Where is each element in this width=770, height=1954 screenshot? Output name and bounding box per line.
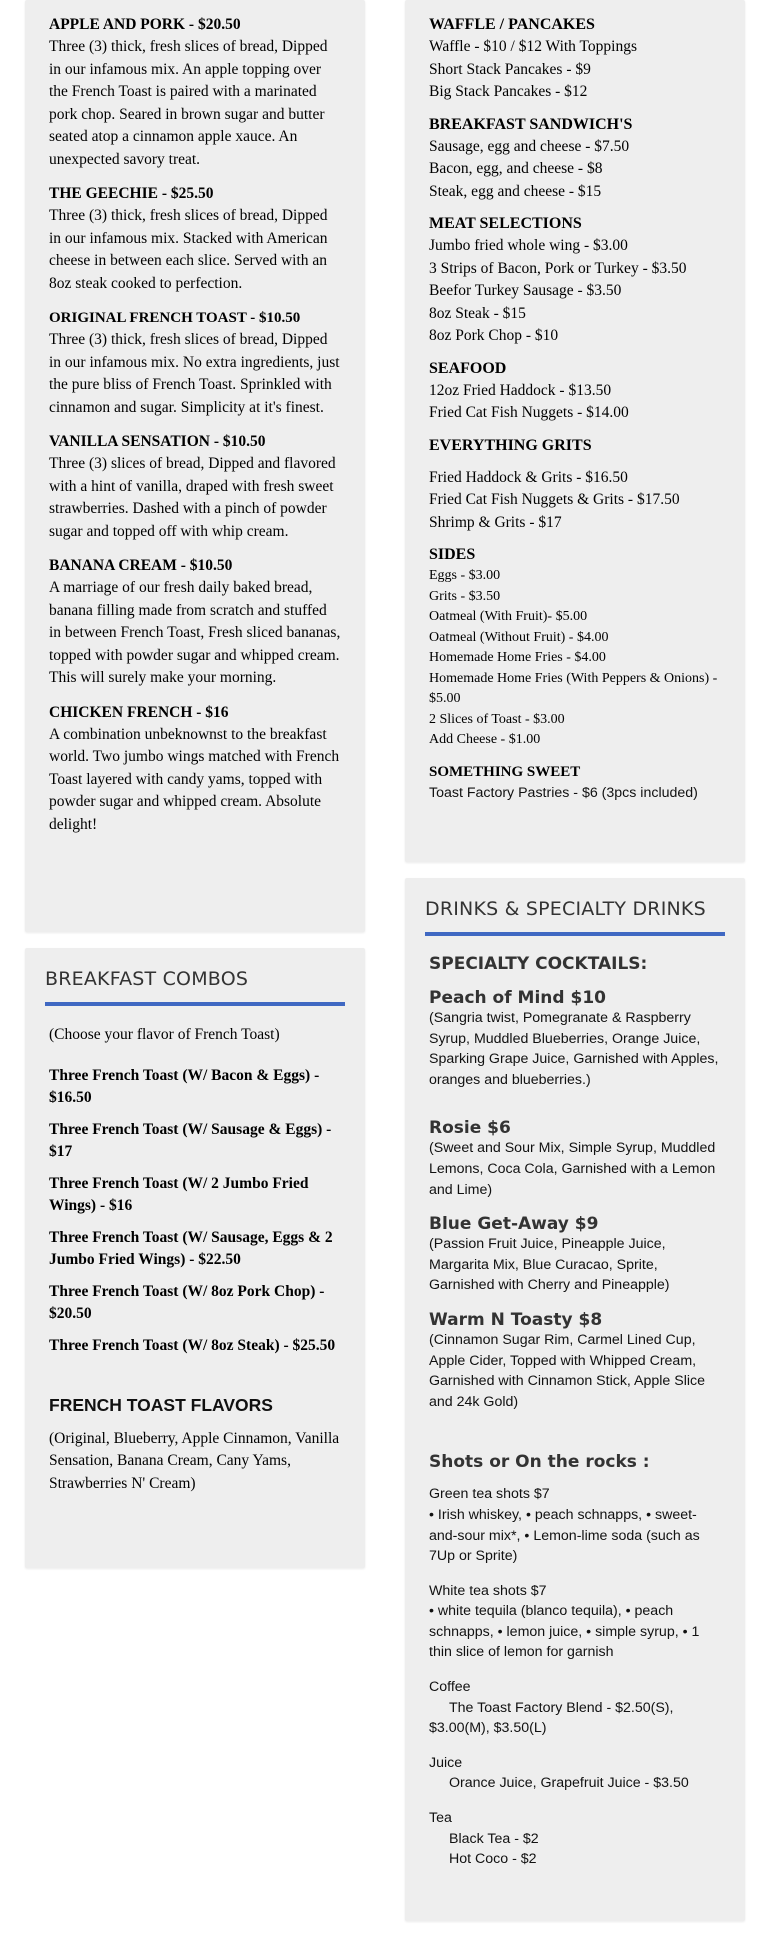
section-heading-sandwich: BREAKFAST SANDWICH'S — [429, 115, 633, 133]
item-title: VANILLA SENSATION - $10.50 — [49, 433, 266, 450]
card-title: DRINKS & SPECIALTY DRINKS — [425, 898, 706, 920]
tea-section — [429, 1808, 721, 1870]
shot-description: • Irish whiskey, • peach schnapps, • sweet-and-sour mix*, • Lemon-lime soda (such as 7Up or Sprite) — [429, 1506, 700, 1565]
cocktail — [429, 1310, 721, 1412]
item-description: A marriage of our fresh daily baked bread, banana filling made from scratch and stuffed in between French Toast, Fresh sliced bananas, topped with powder sugar and whipped cream. This will surely make your morning. — [49, 579, 341, 686]
menu-line: Oatmeal (Without Fruit) - $4.00 — [429, 629, 609, 645]
tea-heading: Tea — [429, 1810, 452, 1827]
french-toast-card — [25, 0, 365, 932]
menu-line: Homemade Home Fries (With Peppers & Onions) - $5.00 — [429, 670, 718, 706]
item-title: BANANA CREAM - $10.50 — [49, 557, 233, 574]
cocktail-name: Rosie $6 — [429, 1118, 511, 1139]
juice-text: Orance Juice, Grapefruit Juice - $3.50 — [449, 1775, 689, 1792]
menu-item — [49, 555, 341, 690]
item-title: CHICKEN FRENCH - $16 — [49, 703, 229, 721]
menu-line: 8oz Steak - $15 — [429, 304, 526, 322]
section-heading-sides: SIDES — [429, 546, 476, 563]
shot-name: White tea shots $7 — [429, 1582, 547, 1599]
item-description: Three (3) thick, fresh slices of bread, Dipped in our infamous mix. An apple topping over the French Toast is paired with a marinated pork chop. Seared in brown sugar and butter seated atop a cinnamon apple xauce. An unexpected savory treat. — [49, 38, 328, 168]
combos-intro: (Choose your flavor of French Toast) — [49, 1026, 280, 1043]
menu-line: 3 Strips of Bacon, Pork or Turkey - $3.50 — [429, 259, 687, 277]
tea-item: Hot Coco - $2 — [449, 1851, 537, 1868]
cocktail — [429, 1214, 721, 1296]
card-title: BREAKFAST COMBOS — [45, 968, 249, 990]
combo-item: Three French Toast (W/ 8oz Steak) - $25.50 — [49, 1336, 336, 1354]
menu-item — [49, 307, 341, 419]
menu-line: Short Stack Pancakes - $9 — [429, 60, 591, 78]
item-description: Three (3) thick, fresh slices of bread, Dipped in our infamous mix. No extra ingredients, just the pure bliss of French Toast. Sprinkled with cinnamon and sugar. Simplicity at it's finest. — [49, 331, 340, 416]
menu-line: 12oz Fried Haddock - $13.50 — [429, 381, 612, 399]
shot — [429, 1484, 721, 1566]
flavors-title: FRENCH TOAST FLAVORS — [49, 1394, 273, 1415]
cocktail-name: Blue Get-Away $9 — [429, 1214, 599, 1235]
menu-line: Add Cheese - $1.00 — [429, 732, 541, 747]
shot-description: • white tequila (blanco tequila), • peach schnapps, • lemon juice, • simple syrup, • 1 thin slice of lemon for garnish — [429, 1603, 700, 1661]
item-description: Three (3) thick, fresh slices of bread, Dipped in our infamous mix. Stacked with American cheese in between each slice. Served with an 8oz steak cooked to perfection. — [49, 207, 328, 292]
menu-line: Sausage, egg and cheese - $7.50 — [429, 137, 630, 155]
cocktail-description: (Sweet and Sour Mix, Simple Syrup, Muddled Lemons, Coca Cola, Garnished with a Lemon and Lime) — [429, 1140, 716, 1198]
cocktail-description: (Cinnamon Sugar Rim, Carmel Lined Cup, Apple Cider, Topped with Whipped Cream, Garnished with Cinnamon Stick, Apple Slice and 24k Gold) — [429, 1331, 706, 1410]
cocktail — [429, 988, 721, 1090]
breakfast-sides-card — [405, 0, 745, 862]
combo-item: Three French Toast (W/ 8oz Pork Chop) - $20.50 — [49, 1282, 325, 1322]
menu-line: 8oz Pork Chop - $10 — [429, 327, 559, 344]
flavors-text: (Original, Blueberry, Apple Cinnamon, Vanilla Sensation, Banana Cream, Cany Yams, Strawberries N' Cream) — [49, 1429, 340, 1492]
menu-line: Bacon, egg, and cheese - $8 — [429, 160, 603, 177]
menu-line: Grits - $3.50 — [429, 588, 501, 604]
menu-line: Fried Cat Fish Nuggets & Grits - $17.50 — [429, 491, 680, 508]
menu-line: Homemade Home Fries - $4.00 — [429, 650, 606, 665]
item-title: THE GEECHIE - $25.50 — [49, 185, 214, 202]
coffee-text: The Toast Factory Blend - $2.50(S), $3.00(M), $3.50(L) — [429, 1699, 674, 1737]
breakfast-combos-card — [25, 948, 365, 1568]
drinks-card — [405, 878, 745, 1921]
menu-line: Beefor Turkey Sausage - $3.50 — [429, 282, 622, 299]
coffee-section — [429, 1677, 721, 1739]
tea-item: Black Tea - $2 — [449, 1830, 539, 1847]
menu-item — [49, 14, 341, 171]
combo-item: Three French Toast (W/ Bacon & Eggs) - $16.50 — [49, 1066, 320, 1106]
coffee-heading: Coffee — [429, 1679, 471, 1696]
menu-line: Fried Haddock & Grits - $16.50 — [429, 468, 628, 486]
menu-line: Shrimp & Grits - $17 — [429, 513, 562, 531]
item-description: A combination unbeknownst to the breakfast world. Two jumbo wings matched with French Toast layered with candy yams, topped with powder sugar and whipped cream. Absolute delight! — [49, 725, 340, 833]
shot — [429, 1581, 721, 1663]
section-heading-waffle: WAFFLE / PANCAKES — [429, 16, 595, 33]
section-heading-meat: MEAT SELECTIONS — [429, 215, 582, 232]
cocktail-description: (Passion Fruit Juice, Pineapple Juice, Margarita Mix, Blue Curacao, Sprite, Garnished with Cherry and Pineapple) — [429, 1236, 670, 1294]
menu-line: Oatmeal (With Fruit)- $5.00 — [429, 609, 588, 624]
shots-heading: Shots or On the rocks : — [429, 1452, 650, 1473]
menu-line: Big Stack Pancakes - $12 — [429, 83, 588, 100]
combo-item: Three French Toast (W/ Sausage, Eggs & 2 Jumbo Fried Wings) - $22.50 — [49, 1228, 333, 1268]
menu-item — [49, 183, 341, 295]
juice-heading: Juice — [429, 1754, 463, 1771]
combo-item: Three French Toast (W/ Sausage & Eggs) - $17 — [49, 1120, 332, 1160]
juice-section — [429, 1753, 721, 1794]
combo-item: Three French Toast (W/ 2 Jumbo Fried Wings) - $16 — [49, 1174, 309, 1214]
item-description: Three (3) slices of bread, Dipped and flavored with a hint of vanilla, draped with fresh sweet strawberries. Dashed with a pinch of powder sugar and topped off with whip cream. — [49, 455, 336, 540]
menu-line: 2 Slices of Toast - $3.00 — [429, 711, 565, 727]
section-heading-sweet: SOMETHING SWEET — [429, 763, 581, 780]
menu-line: Steak, egg and cheese - $15 — [429, 182, 602, 200]
menu-line: Jumbo fried whole wing - $3.00 — [429, 237, 628, 254]
cocktail-name: Peach of Mind $10 — [429, 988, 606, 1008]
item-title: ORIGINAL FRENCH TOAST - $10.50 — [49, 310, 301, 326]
cocktails-heading: SPECIALTY COCKTAILS: — [429, 954, 648, 974]
menu-line: Waffle - $10 / $12 With Toppings — [429, 38, 638, 55]
shot-name: Green tea shots $7 — [429, 1486, 550, 1503]
section-heading-grits: EVERYTHING GRITS — [429, 436, 592, 454]
cocktail-description: (Sangria twist, Pomegranate & Raspberry Syrup, Muddled Blueberries, Orange Juice, Sparking Grape Juice, Garnished with Apples, oranges and blueberries.) — [429, 1010, 719, 1088]
menu-item — [49, 431, 341, 543]
menu-line: Eggs - $3.00 — [429, 568, 501, 583]
menu-item — [49, 702, 341, 837]
section-heading-seafood: SEAFOOD — [429, 359, 507, 377]
cocktail-name: Warm N Toasty $8 — [429, 1309, 603, 1330]
menu-line: Fried Cat Fish Nuggets - $14.00 — [429, 404, 629, 421]
cocktail — [429, 1118, 721, 1200]
item-title: APPLE AND PORK - $20.50 — [49, 16, 241, 33]
menu-line: Toast Factory Pastries - $6 (3pcs included) — [429, 784, 698, 801]
